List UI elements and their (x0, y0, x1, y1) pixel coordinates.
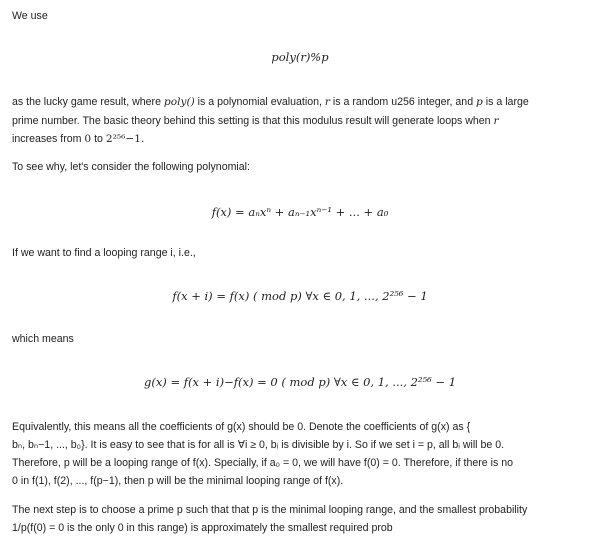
equation-polynomial: f(x) = aₙxⁿ + aₙ₋₁xⁿ⁻¹ + ... + a₀ (211, 205, 389, 219)
paragraph-1-line-3 (12, 132, 144, 146)
math-poly: poly() (163, 96, 195, 108)
text-segment: prime number. The basic theory behind this setting is that this modulus result will generate loops when (12, 115, 494, 127)
paragraph-1-line-1 (12, 95, 529, 109)
paragraph-5-line-1: Equivalently, this means all the coefficients of g(x) should be 0. Denote the coefficients of g(x) as { (12, 421, 471, 433)
paragraph-6-line-2: 1/p(f(0) = 0 is the only 0 in this range) is approximately the smallest required prob (12, 522, 393, 534)
paragraph-5-line-4: 0 in f(1), f(2), ..., f(p−1), then p will be the minimal looping range of f(x). (12, 475, 344, 487)
text-segment: is a large (482, 96, 529, 108)
paragraph-2: To see why, let's consider the following polynomial: (12, 161, 250, 173)
intro-text: We use (12, 10, 48, 22)
math-zero: 0 (84, 133, 92, 145)
equation-main: poly(r)%p (271, 50, 329, 64)
paragraph-6-line-1: The next step is to choose a prime p such that that p is the minimal looping range, and the smallest probability (12, 504, 528, 516)
math-r: r (493, 115, 499, 127)
paragraph-5-line-3: Therefore, p will be a looping range of f(x). Specially, if a₀ = 0, we will have f(0) = 0. Therefore, if there is no (12, 457, 513, 469)
paragraph-4: which means (12, 333, 74, 345)
paragraph-3: If we want to find a looping range i, i.e., (12, 247, 196, 259)
math-r: r (324, 96, 330, 108)
equation-g: g(x) = f(x + i)−f(x) = 0 ( mod p) ∀x ∈ 0, 1, ..., 2²⁵⁶ − 1 (143, 375, 457, 389)
equation-loop: f(x + i) = f(x) ( mod p) ∀x ∈ 0, 1, ..., 2²⁵⁶ − 1 (172, 289, 428, 303)
text-segment: is a polynomial evaluation, (194, 96, 325, 108)
paragraph-5-line-2: bₙ, bₙ−1, ..., b₀}. It is easy to see that is for all is ∀i ≥ 0, bᵢ is divisible by i. So if we set i = p, all bᵢ will be 0. (12, 439, 505, 451)
text-segment: is a random u256 integer, and (329, 96, 477, 108)
text-segment: as the lucky game result, where (12, 96, 164, 108)
math-range: 2²⁵⁶−1. (105, 133, 145, 145)
text-segment: to (91, 133, 106, 145)
text-segment: increases from (12, 133, 85, 145)
math-p: p (476, 96, 483, 108)
paragraph-1-line-2 (12, 114, 499, 128)
